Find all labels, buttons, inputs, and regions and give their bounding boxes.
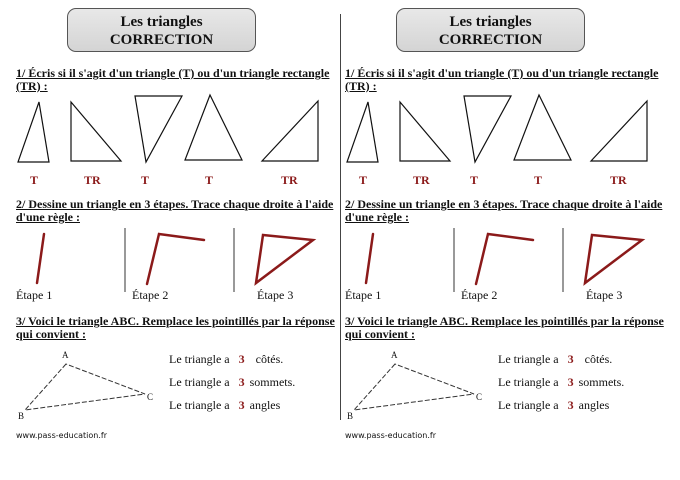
step-3-label: Étape 3 — [586, 288, 623, 302]
answer-1: T — [30, 173, 39, 187]
triangle-5 — [591, 101, 647, 161]
sentence-3 — [169, 398, 280, 413]
sentence-prefix: Le triangle a — [169, 375, 230, 389]
answer-4: T — [205, 173, 214, 187]
answer-3: T — [470, 173, 479, 187]
step-separator — [453, 228, 455, 292]
triangle-4 — [514, 95, 571, 160]
q2-instruction: 2/ Dessine un triangle en 3 étapes. Trace chaque droite à l'aide — [16, 197, 334, 211]
step2-lines — [147, 234, 204, 284]
answer-5: TR — [610, 173, 627, 187]
step-2-label: Étape 2 — [132, 288, 169, 302]
answer-4: T — [534, 173, 543, 187]
sentence-suffix: côtés. — [584, 352, 613, 366]
step-3-label: Étape 3 — [257, 288, 294, 302]
vertex-a-label: A — [391, 350, 398, 360]
step1-line — [366, 234, 373, 283]
answer-3: T — [141, 173, 150, 187]
triangle-5 — [262, 101, 318, 161]
q1-instruction-cont: (TR) : — [345, 79, 377, 93]
sentence-answer: 3 — [238, 352, 245, 366]
step3-triangle — [585, 235, 642, 283]
q2-instruction: 2/ Dessine un triangle en 3 étapes. Trace chaque droite à l'aide — [345, 197, 663, 211]
q3-instruction: 3/ Voici le triangle ABC. Remplace les pointillés par la réponse — [16, 314, 335, 328]
triangle-4 — [185, 95, 242, 160]
step1-line — [37, 234, 44, 283]
vertex-c-label: C — [147, 392, 154, 402]
footer-url: www.pass-education.fr — [345, 431, 436, 440]
title-line2: CORRECTION — [438, 32, 543, 48]
vertex-a-label: A — [62, 350, 69, 360]
sentence-suffix: angles — [249, 398, 281, 412]
sentence-answer: 3 — [238, 398, 245, 412]
step2-lines — [476, 234, 533, 284]
step-1-label: Étape 1 — [16, 288, 53, 302]
title-line1: Les triangles — [449, 14, 532, 30]
triangle-3 — [464, 96, 511, 162]
triangle-1 — [347, 102, 378, 162]
triangle-2 — [71, 102, 121, 161]
sentence-suffix: sommets. — [249, 375, 296, 389]
triangle-3 — [135, 96, 182, 162]
sentence-answer: 3 — [567, 352, 574, 366]
sentence-prefix: Le triangle a — [498, 398, 559, 412]
answer-5: TR — [281, 173, 298, 187]
sentence-2 — [498, 375, 624, 390]
sentence-suffix: sommets. — [578, 375, 625, 389]
sentence-suffix: angles — [578, 398, 610, 412]
title-line1: Les triangles — [120, 14, 203, 30]
sentence-2 — [169, 375, 295, 390]
sentence-answer: 3 — [567, 398, 574, 412]
vertex-c-label: C — [476, 392, 483, 402]
triangle-2 — [400, 102, 450, 161]
q2-instruction-cont: d'une règle : — [345, 210, 409, 224]
q1-instruction-cont: (TR) : — [16, 79, 48, 93]
q2-instruction-cont: d'une règle : — [16, 210, 80, 224]
q3-instruction-cont: qui convient : — [16, 327, 87, 341]
triangle-1 — [18, 102, 49, 162]
sentence-prefix: Le triangle a — [169, 398, 230, 412]
title-line2: CORRECTION — [109, 32, 214, 48]
vertex-b-label: B — [18, 411, 25, 421]
q3-instruction: 3/ Voici le triangle ABC. Remplace les pointillés par la réponse — [345, 314, 664, 328]
triangle-abc — [25, 364, 145, 410]
q3-instruction-cont: qui convient : — [345, 327, 416, 341]
q1-instruction: 1/ Écris si il s'agit d'un triangle (T) ou d'un triangle rectangle — [16, 66, 330, 80]
answer-2: TR — [413, 173, 430, 187]
step-separator — [233, 228, 235, 292]
sentence-1 — [498, 352, 612, 367]
triangle-abc — [354, 364, 474, 410]
step-separator — [124, 228, 126, 292]
sentence-answer: 3 — [238, 375, 245, 389]
sentence-prefix: Le triangle a — [498, 375, 559, 389]
q1-instruction: 1/ Écris si il s'agit d'un triangle (T) ou d'un triangle rectangle — [345, 66, 659, 80]
step-separator — [562, 228, 564, 292]
sentence-prefix: Le triangle a — [498, 352, 559, 366]
step-2-label: Étape 2 — [461, 288, 498, 302]
sentence-1 — [169, 352, 283, 367]
sentence-answer: 3 — [567, 375, 574, 389]
answer-2: TR — [84, 173, 101, 187]
worksheet-copy — [329, 0, 669, 480]
footer-url: www.pass-education.fr — [16, 431, 107, 440]
sentence-3 — [498, 398, 609, 413]
step3-triangle — [256, 235, 313, 283]
step-1-label: Étape 1 — [345, 288, 382, 302]
sentence-prefix: Le triangle a — [169, 352, 230, 366]
answer-1: T — [359, 173, 368, 187]
vertex-b-label: B — [347, 411, 354, 421]
sentence-suffix: côtés. — [255, 352, 284, 366]
